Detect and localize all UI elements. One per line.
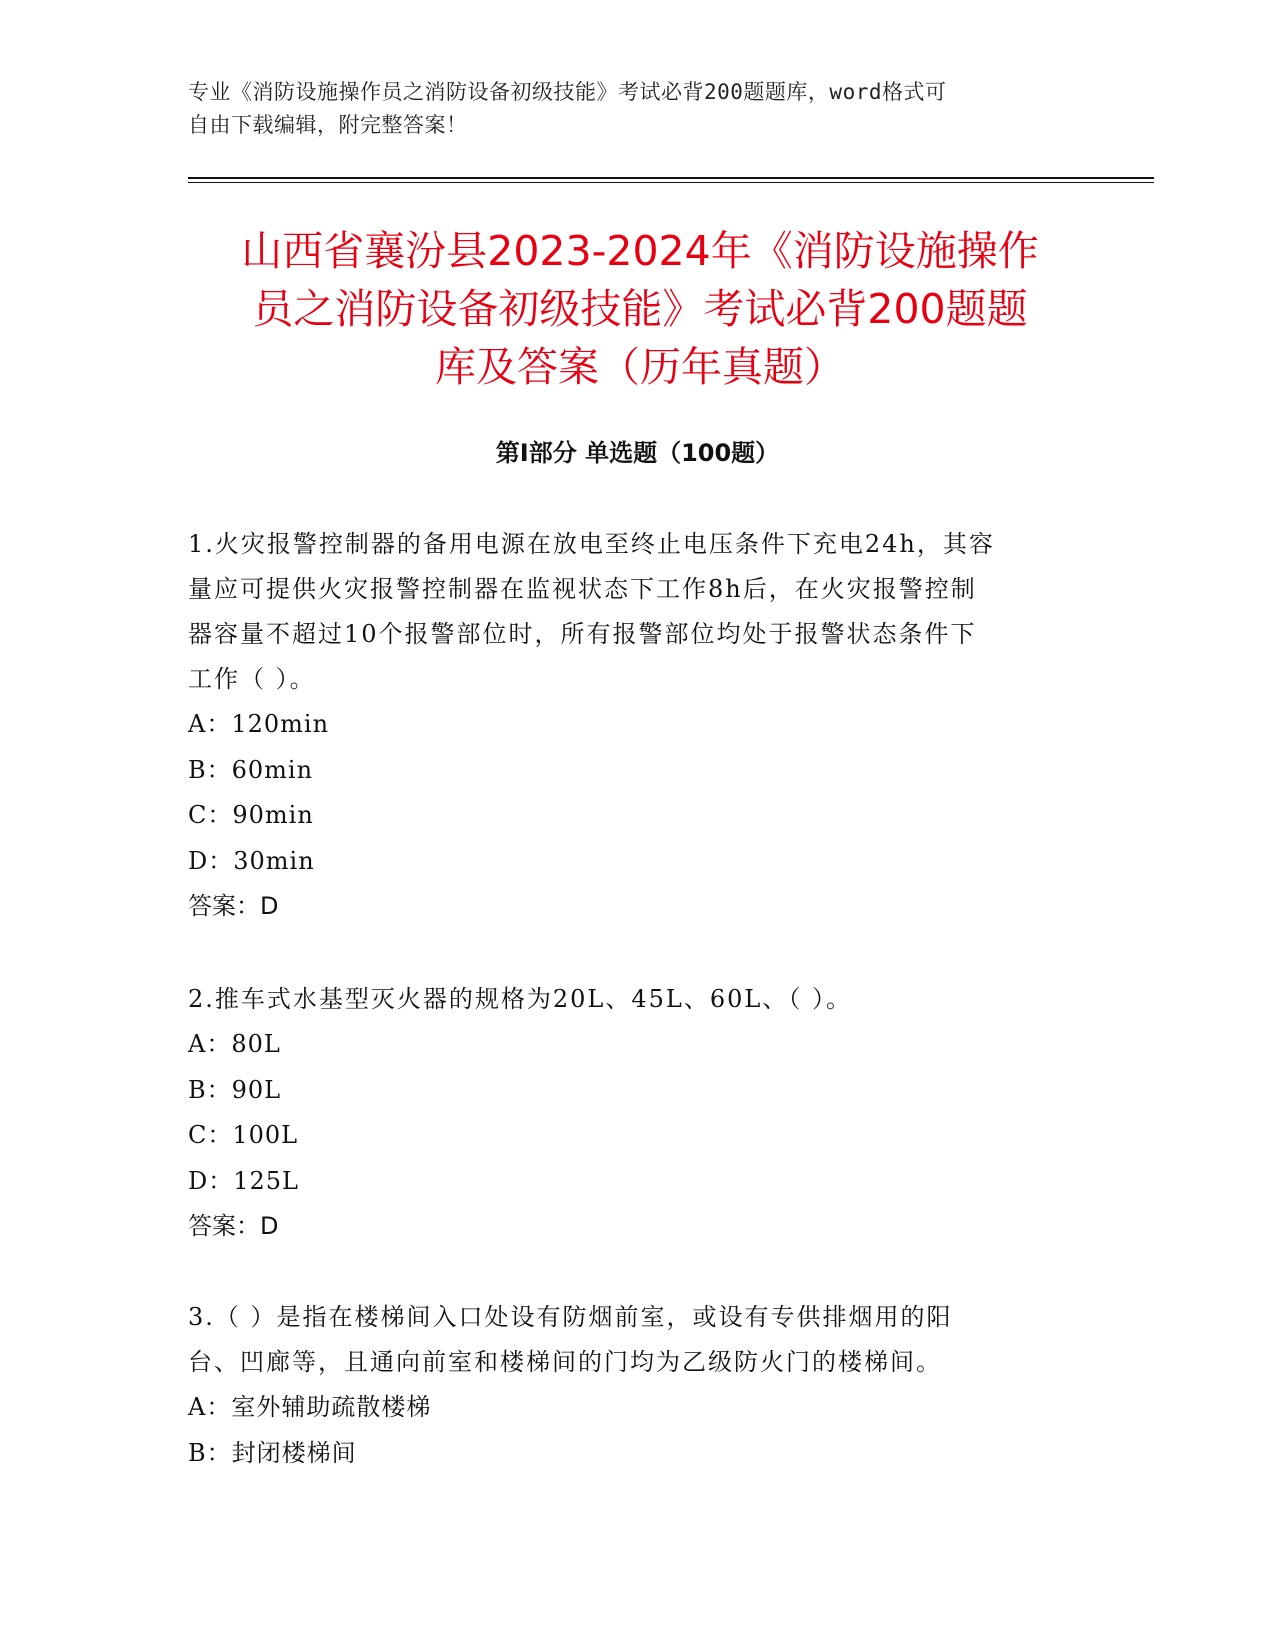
stem-line: 3.（ ）是指在楼梯间入口处设有防烟前室，或设有专供排烟用的阳 [188,1303,953,1331]
stem-line: 器容量不超过10个报警部位时，所有报警部位均处于报警状态条件下 [188,620,977,648]
answer-label: 答案：D [188,892,279,920]
question-item [188,1295,1088,1476]
option-a: A：120min [188,710,330,738]
document-title [180,222,1100,396]
option-a: A：室外辅助疏散楼梯 [188,1393,432,1421]
title-line: 库及答案（历年真题） [435,343,845,391]
stem-line: 2.推车式水基型灭火器的规格为20L、45L、60L、（ ）。 [188,985,852,1013]
question-stem [188,977,1088,1022]
stem-line: 量应可提供火灾报警控制器在监视状态下工作8h后，在火灾报警控制 [188,575,977,603]
option-c: C：90min [188,801,314,829]
title-line: 山西省襄汾县2023-2024年《消防设施操作 [241,227,1039,275]
option-b: B：90L [188,1075,282,1104]
option-b: B：60min [188,755,314,784]
question-stem [188,1295,1088,1385]
header-note-line: 自由下载编辑，附完整答案！ [188,113,468,137]
option-b: B：封闭楼梯间 [188,1438,357,1467]
section-title: 第Ⅰ部分 单选题（100题） [495,439,780,467]
header-divider-thin [188,182,1154,183]
stem-line: 1.火灾报警控制器的备用电源在放电至终止电压条件下充电24h，其容 [188,530,995,558]
question-stem [188,522,1088,702]
option-c: C：100L [188,1121,299,1149]
question-item [188,522,1088,929]
header-note [188,76,1088,142]
question-item [188,977,1088,1249]
stem-line: 台、凹廊等，且通向前室和楼梯间的门均为乙级防火门的楼梯间。 [188,1348,942,1376]
title-line: 员之消防设备初级技能》考试必背200题题 [252,285,1028,333]
option-d: D：125L [188,1166,299,1195]
option-d: D：30min [188,846,315,875]
header-divider [188,177,1154,179]
header-note-line: 专业《消防设施操作员之消防设备初级技能》考试必背200题题库，word格式可 [188,80,947,104]
answer-label: 答案：D [188,1212,279,1240]
option-a: A：80L [188,1030,281,1058]
stem-line: 工作（ ）。 [188,665,316,693]
